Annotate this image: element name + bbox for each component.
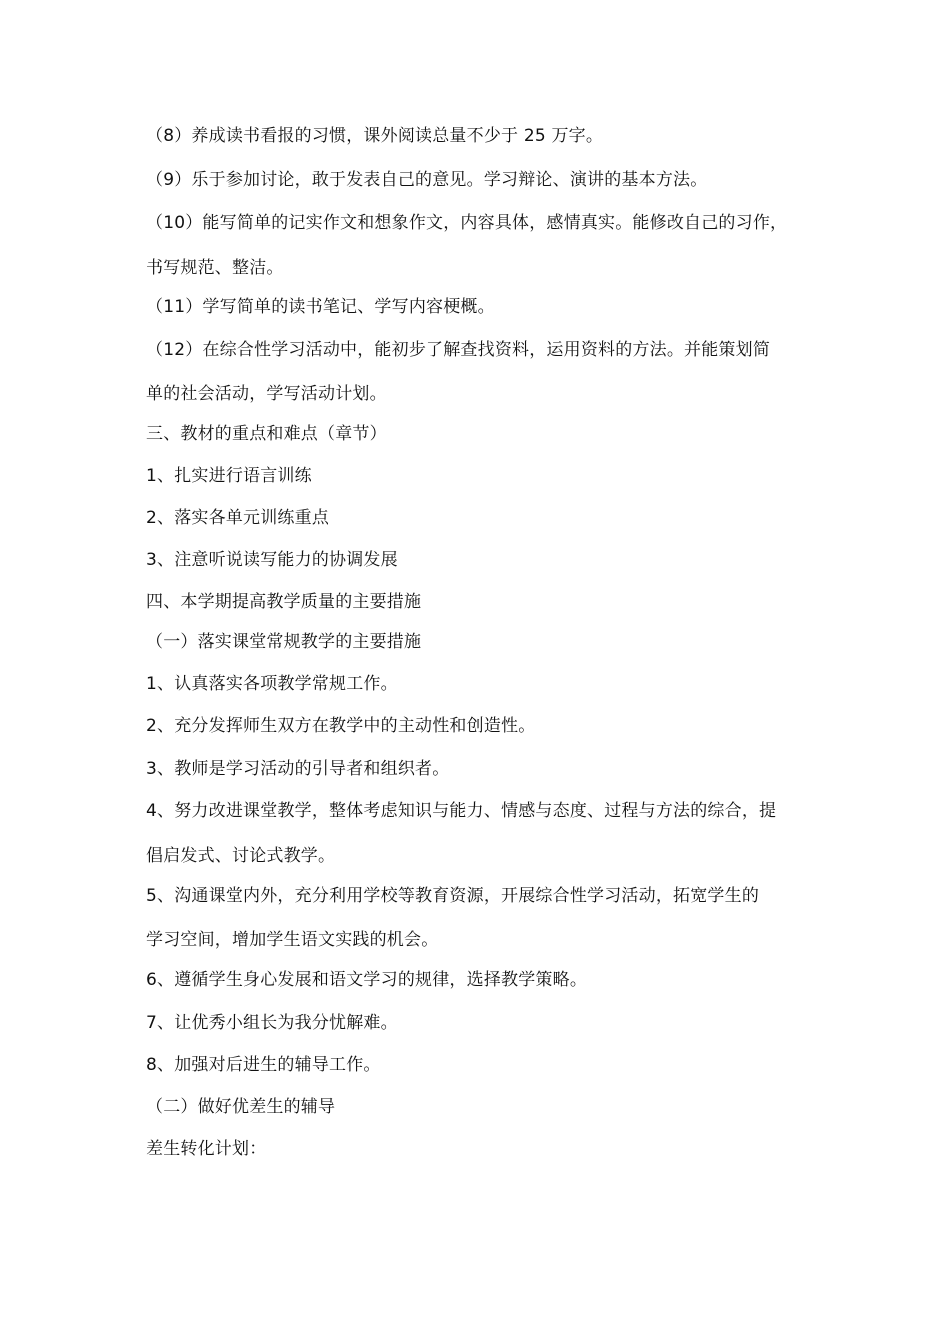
- text-line: （12）在综合性学习活动中，能初步了解查找资料，运用资料的方法。并能策划简: [146, 340, 771, 360]
- text-line: 7、让优秀小组长为我分忧解难。: [146, 1013, 398, 1033]
- text-line: 书写规范、整洁。: [146, 258, 284, 278]
- text-line: 3、教师是学习活动的引导者和组织者。: [146, 759, 450, 779]
- section-heading: 三、教材的重点和难点（章节）: [146, 424, 387, 444]
- text-line: 2、充分发挥师生双方在教学中的主动性和创造性。: [146, 716, 536, 736]
- text-line: 6、遵循学生身心发展和语文学习的规律，选择教学策略。: [146, 970, 588, 990]
- text-line: 1、认真落实各项教学常规工作。: [146, 674, 398, 694]
- section-heading: 四、本学期提高教学质量的主要措施: [146, 592, 422, 612]
- text-line: 3、注意听说读写能力的协调发展: [146, 550, 398, 570]
- text-line: 差生转化计划：: [146, 1139, 267, 1159]
- text-line: 2、落实各单元训练重点: [146, 508, 330, 528]
- text-line: 4、努力改进课堂教学，整体考虑知识与能力、情感与态度、过程与方法的综合，提: [146, 801, 777, 821]
- text-line: 8、加强对后进生的辅导工作。: [146, 1055, 381, 1075]
- text-line: （9）乐于参加讨论，敢于发表自己的意见。学习辩论、演讲的基本方法。: [146, 170, 708, 190]
- text-line: 学习空间，增加学生语文实践的机会。: [146, 930, 439, 950]
- subsection-heading: （一）落实课堂常规教学的主要措施: [146, 632, 422, 652]
- text-line: 倡启发式、讨论式教学。: [146, 846, 336, 866]
- text-line: （10）能写简单的记实作文和想象作文，内容具体，感情真实。能修改自己的习作，: [146, 213, 788, 233]
- text-line: （8）养成读书看报的习惯，课外阅读总量不少于 25 万字。: [146, 126, 604, 146]
- text-line: （11）学写简单的读书笔记、学写内容梗概。: [146, 297, 495, 317]
- subsection-heading: （二）做好优差生的辅导: [146, 1097, 336, 1117]
- text-line: 5、沟通课堂内外，充分利用学校等教育资源，开展综合性学习活动，拓宽学生的: [146, 886, 760, 906]
- text-line: 1、扎实进行语言训练: [146, 466, 312, 486]
- text-line: 单的社会活动，学写活动计划。: [146, 384, 387, 404]
